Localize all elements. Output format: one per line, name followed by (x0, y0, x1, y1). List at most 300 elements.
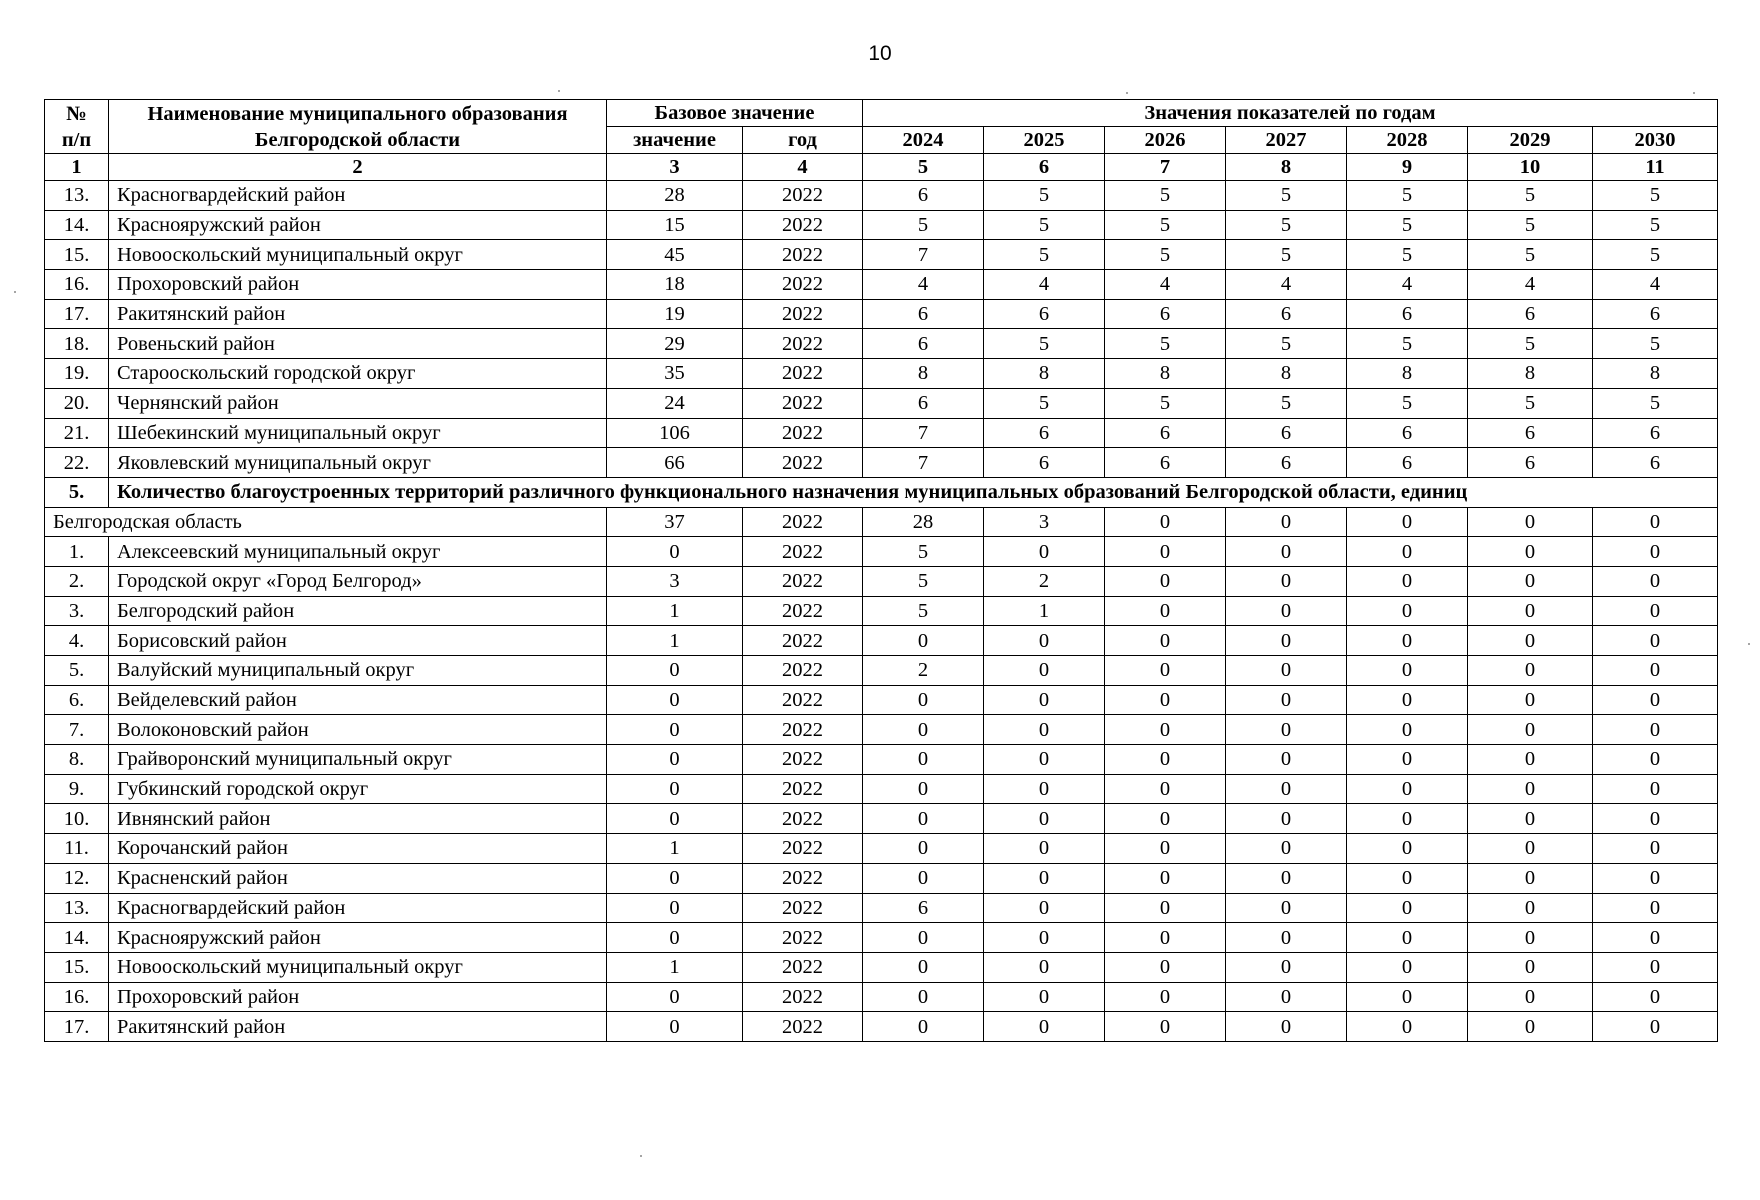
year-value-cell: 4 (1105, 270, 1226, 300)
year-value-cell: 0 (1593, 566, 1718, 596)
year-value-cell: 0 (1226, 626, 1347, 656)
year-value-cell: 0 (1226, 566, 1347, 596)
page-number: 10 (868, 42, 892, 65)
table-row (45, 299, 1718, 329)
year-value-cell: 0 (1226, 507, 1347, 537)
column-number-cell: 7 (1105, 154, 1226, 181)
year-value-cell: 0 (1347, 1012, 1468, 1042)
year-value-cell: 0 (1226, 863, 1347, 893)
base-value-cell: 28 (607, 181, 743, 211)
row-number-cell: 16. (45, 270, 109, 300)
base-year-cell: 2022 (743, 240, 863, 270)
year-value-cell: 0 (1593, 745, 1718, 775)
table-row (45, 240, 1718, 270)
base-year-cell: 2022 (743, 745, 863, 775)
scan-artifact (640, 1155, 642, 1157)
table-row (45, 359, 1718, 389)
municipality-name-cell: Губкинский городской округ (109, 774, 607, 804)
row-number-cell: 15. (45, 952, 109, 982)
header-year-2024: 2024 (863, 127, 984, 154)
table-row (45, 626, 1718, 656)
year-value-cell: 0 (1347, 923, 1468, 953)
year-value-cell: 0 (1105, 863, 1226, 893)
column-number-cell: 3 (607, 154, 743, 181)
year-value-cell: 0 (1347, 566, 1468, 596)
year-value-cell: 6 (863, 893, 984, 923)
scan-artifact (1126, 92, 1128, 94)
year-value-cell: 5 (1468, 181, 1593, 211)
column-number-row (45, 154, 1718, 181)
municipality-name-cell: Яковлевский муниципальный округ (109, 448, 607, 478)
year-value-cell: 5 (1105, 210, 1226, 240)
year-value-cell: 5 (1226, 181, 1347, 211)
base-year-cell: 2022 (743, 893, 863, 923)
year-value-cell: 0 (984, 715, 1105, 745)
year-value-cell: 0 (1105, 893, 1226, 923)
row-number-cell: 10. (45, 804, 109, 834)
scan-artifact (1748, 643, 1750, 645)
base-value-cell: 0 (607, 923, 743, 953)
year-value-cell: 6 (1347, 418, 1468, 448)
year-value-cell: 5 (863, 537, 984, 567)
year-value-cell: 0 (1468, 596, 1593, 626)
row-number-cell: 19. (45, 359, 109, 389)
year-value-cell: 5 (1468, 388, 1593, 418)
year-value-cell: 0 (984, 804, 1105, 834)
year-value-cell: 0 (1347, 715, 1468, 745)
year-value-cell: 5 (1593, 388, 1718, 418)
header-num-line1: № (66, 102, 87, 125)
year-value-cell: 28 (863, 507, 984, 537)
table-row (45, 982, 1718, 1012)
year-value-cell: 8 (1468, 359, 1593, 389)
base-value-cell: 35 (607, 359, 743, 389)
year-value-cell: 0 (1593, 715, 1718, 745)
municipality-name-cell: Ивнянский район (109, 804, 607, 834)
base-year-cell: 2022 (743, 359, 863, 389)
year-value-cell: 5 (1347, 210, 1468, 240)
year-value-cell: 0 (984, 1012, 1105, 1042)
column-number-cell: 9 (1347, 154, 1468, 181)
base-value-cell: 0 (607, 656, 743, 686)
base-year-cell: 2022 (743, 507, 863, 537)
municipality-name-cell: Валуйский муниципальный округ (109, 656, 607, 686)
year-value-cell: 0 (1347, 745, 1468, 775)
year-value-cell: 0 (1226, 952, 1347, 982)
year-value-cell: 2 (863, 656, 984, 686)
year-value-cell: 0 (1468, 982, 1593, 1012)
indicator-table (44, 99, 1718, 1042)
year-value-cell: 0 (1593, 685, 1718, 715)
year-value-cell: 6 (984, 418, 1105, 448)
year-value-cell: 5 (1105, 181, 1226, 211)
header-years-group: Значения показателей по годам (863, 100, 1718, 127)
year-value-cell: 0 (863, 982, 984, 1012)
base-value-cell: 24 (607, 388, 743, 418)
year-value-cell: 6 (1593, 418, 1718, 448)
base-year-cell: 2022 (743, 270, 863, 300)
year-value-cell: 0 (984, 537, 1105, 567)
year-value-cell: 0 (1105, 804, 1226, 834)
municipality-name-cell: Ракитянский район (109, 299, 607, 329)
table-row (45, 448, 1718, 478)
year-value-cell: 5 (1468, 210, 1593, 240)
base-year-cell: 2022 (743, 537, 863, 567)
row-number-cell: 9. (45, 774, 109, 804)
header-num-col (45, 100, 109, 154)
municipality-name-cell: Новооскольский муниципальный округ (109, 240, 607, 270)
year-value-cell: 6 (1593, 299, 1718, 329)
base-year-cell: 2022 (743, 566, 863, 596)
year-value-cell: 0 (1347, 656, 1468, 686)
base-year-cell: 2022 (743, 299, 863, 329)
year-value-cell: 5 (1593, 181, 1718, 211)
base-value-cell: 37 (607, 507, 743, 537)
year-value-cell: 0 (1468, 507, 1593, 537)
base-value-cell: 0 (607, 804, 743, 834)
municipality-name-cell: Белгородский район (109, 596, 607, 626)
row-number-cell: 1. (45, 537, 109, 567)
row-number-cell: 2. (45, 566, 109, 596)
year-value-cell: 5 (1105, 329, 1226, 359)
year-value-cell: 4 (1468, 270, 1593, 300)
year-value-cell: 0 (1593, 537, 1718, 567)
municipality-name-cell: Красногвардейский район (109, 893, 607, 923)
year-value-cell: 0 (984, 923, 1105, 953)
year-value-cell: 0 (1347, 596, 1468, 626)
header-year-2029: 2029 (1468, 127, 1593, 154)
column-number-cell: 4 (743, 154, 863, 181)
base-year-cell: 2022 (743, 774, 863, 804)
municipality-name-cell: Ракитянский район (109, 1012, 607, 1042)
year-value-cell: 7 (863, 418, 984, 448)
year-value-cell: 0 (1226, 834, 1347, 864)
column-number-cell: 8 (1226, 154, 1347, 181)
year-value-cell: 0 (1347, 685, 1468, 715)
year-value-cell: 4 (984, 270, 1105, 300)
year-value-cell: 0 (1226, 715, 1347, 745)
year-value-cell: 0 (1468, 774, 1593, 804)
municipality-name-cell: Красненский район (109, 863, 607, 893)
year-value-cell: 6 (1593, 448, 1718, 478)
scan-artifact (14, 291, 16, 293)
year-value-cell: 0 (984, 863, 1105, 893)
year-value-cell: 5 (1347, 240, 1468, 270)
year-value-cell: 0 (1347, 774, 1468, 804)
year-value-cell: 6 (1226, 418, 1347, 448)
base-value-cell: 0 (607, 982, 743, 1012)
base-year-cell: 2022 (743, 923, 863, 953)
row-number-cell: 13. (45, 181, 109, 211)
year-value-cell: 0 (984, 893, 1105, 923)
municipality-name-cell: Городской округ «Город Белгород» (109, 566, 607, 596)
year-value-cell: 0 (1468, 863, 1593, 893)
year-value-cell: 5 (1468, 329, 1593, 359)
table-row (45, 715, 1718, 745)
year-value-cell: 0 (1593, 507, 1718, 537)
column-number-cell: 11 (1593, 154, 1718, 181)
header-year-2028: 2028 (1347, 127, 1468, 154)
year-value-cell: 0 (1347, 804, 1468, 834)
base-year-cell: 2022 (743, 181, 863, 211)
year-value-cell: 0 (1226, 982, 1347, 1012)
column-number-cell: 2 (109, 154, 607, 181)
municipality-name-cell: Борисовский район (109, 626, 607, 656)
base-value-cell: 0 (607, 893, 743, 923)
row-number-cell: 18. (45, 329, 109, 359)
column-number-cell: 6 (984, 154, 1105, 181)
year-value-cell: 0 (984, 834, 1105, 864)
year-value-cell: 0 (1593, 982, 1718, 1012)
table-row (45, 952, 1718, 982)
year-value-cell: 5 (1105, 240, 1226, 270)
table-row (45, 745, 1718, 775)
row-number-cell: 15. (45, 240, 109, 270)
base-value-cell: 0 (607, 863, 743, 893)
header-name-col (109, 100, 607, 154)
header-row-1 (45, 100, 1718, 127)
region-total-row (45, 507, 1718, 537)
year-value-cell: 5 (1468, 240, 1593, 270)
row-number-cell: 12. (45, 863, 109, 893)
year-value-cell: 0 (1593, 596, 1718, 626)
municipality-name-cell: Ровеньский район (109, 329, 607, 359)
row-number-cell: 3. (45, 596, 109, 626)
year-value-cell: 5 (1593, 210, 1718, 240)
table-row (45, 537, 1718, 567)
base-year-cell: 2022 (743, 210, 863, 240)
year-value-cell: 0 (863, 745, 984, 775)
row-number-cell: 17. (45, 1012, 109, 1042)
table-row (45, 270, 1718, 300)
column-number-cell: 1 (45, 154, 109, 181)
row-number-cell: 6. (45, 685, 109, 715)
header-year-2025: 2025 (984, 127, 1105, 154)
base-value-cell: 66 (607, 448, 743, 478)
year-value-cell: 0 (1105, 923, 1226, 953)
year-value-cell: 5 (984, 181, 1105, 211)
year-value-cell: 0 (863, 685, 984, 715)
year-value-cell: 0 (1593, 834, 1718, 864)
table-row (45, 923, 1718, 953)
year-value-cell: 7 (863, 240, 984, 270)
year-value-cell: 5 (1347, 329, 1468, 359)
year-value-cell: 0 (1105, 566, 1226, 596)
base-value-cell: 0 (607, 774, 743, 804)
table-row (45, 893, 1718, 923)
municipality-name-cell: Старооскольский городской округ (109, 359, 607, 389)
year-value-cell: 6 (1468, 448, 1593, 478)
year-value-cell: 0 (863, 804, 984, 834)
municipality-name-cell: Красногвардейский район (109, 181, 607, 211)
year-value-cell: 8 (1226, 359, 1347, 389)
year-value-cell: 4 (1347, 270, 1468, 300)
row-number-cell: 11. (45, 834, 109, 864)
year-value-cell: 0 (1593, 952, 1718, 982)
year-value-cell: 0 (1468, 626, 1593, 656)
municipality-name-cell: Краснояружский район (109, 923, 607, 953)
year-value-cell: 5 (1226, 210, 1347, 240)
year-value-cell: 0 (1468, 685, 1593, 715)
header-year-2030: 2030 (1593, 127, 1718, 154)
year-value-cell: 0 (1105, 745, 1226, 775)
table-row (45, 181, 1718, 211)
year-value-cell: 0 (1593, 804, 1718, 834)
base-value-cell: 0 (607, 715, 743, 745)
municipality-name-cell: Прохоровский район (109, 270, 607, 300)
municipality-name-cell: Волоконовский район (109, 715, 607, 745)
base-year-cell: 2022 (743, 448, 863, 478)
year-value-cell: 0 (1347, 834, 1468, 864)
year-value-cell: 0 (984, 774, 1105, 804)
base-value-cell: 1 (607, 596, 743, 626)
base-year-cell: 2022 (743, 329, 863, 359)
year-value-cell: 0 (1468, 745, 1593, 775)
base-value-cell: 19 (607, 299, 743, 329)
year-value-cell: 5 (1593, 240, 1718, 270)
year-value-cell: 0 (1105, 596, 1226, 626)
year-value-cell: 5 (1347, 181, 1468, 211)
row-number-cell: 20. (45, 388, 109, 418)
year-value-cell: 6 (1105, 418, 1226, 448)
year-value-cell: 8 (984, 359, 1105, 389)
year-value-cell: 6 (863, 388, 984, 418)
base-year-cell: 2022 (743, 715, 863, 745)
municipality-name-cell: Алексеевский муниципальный округ (109, 537, 607, 567)
year-value-cell: 0 (1347, 507, 1468, 537)
header-name-line2: Белгородской области (254, 128, 461, 151)
year-value-cell: 6 (1468, 418, 1593, 448)
base-value-cell: 1 (607, 952, 743, 982)
year-value-cell: 5 (863, 566, 984, 596)
year-value-cell: 0 (1468, 566, 1593, 596)
year-value-cell: 4 (863, 270, 984, 300)
year-value-cell: 6 (1347, 299, 1468, 329)
row-number-cell: 13. (45, 893, 109, 923)
year-value-cell: 0 (1347, 893, 1468, 923)
year-value-cell: 5 (984, 210, 1105, 240)
year-value-cell: 5 (984, 329, 1105, 359)
base-value-cell: 0 (607, 1012, 743, 1042)
base-year-cell: 2022 (743, 982, 863, 1012)
year-value-cell: 5 (1226, 388, 1347, 418)
year-value-cell: 0 (984, 745, 1105, 775)
header-year-2027: 2027 (1226, 127, 1347, 154)
year-value-cell: 5 (1226, 240, 1347, 270)
base-year-cell: 2022 (743, 388, 863, 418)
year-value-cell: 0 (863, 952, 984, 982)
year-value-cell: 0 (1105, 507, 1226, 537)
year-value-cell: 0 (1226, 774, 1347, 804)
year-value-cell: 0 (1468, 804, 1593, 834)
year-value-cell: 0 (1468, 656, 1593, 686)
base-value-cell: 15 (607, 210, 743, 240)
year-value-cell: 7 (863, 448, 984, 478)
year-value-cell: 0 (1593, 893, 1718, 923)
table-row (45, 596, 1718, 626)
municipality-name-cell: Шебекинский муниципальный округ (109, 418, 607, 448)
base-year-cell: 2022 (743, 952, 863, 982)
municipality-name-cell: Чернянский район (109, 388, 607, 418)
year-value-cell: 0 (1468, 893, 1593, 923)
table-row (45, 774, 1718, 804)
base-value-cell: 1 (607, 626, 743, 656)
year-value-cell: 0 (1468, 923, 1593, 953)
header-year-2026: 2026 (1105, 127, 1226, 154)
base-year-cell: 2022 (743, 656, 863, 686)
municipality-name-cell: Грайворонский муниципальный округ (109, 745, 607, 775)
year-value-cell: 1 (984, 596, 1105, 626)
year-value-cell: 0 (984, 982, 1105, 1012)
base-value-cell: 1 (607, 834, 743, 864)
year-value-cell: 0 (1347, 537, 1468, 567)
year-value-cell: 0 (863, 626, 984, 656)
year-value-cell: 0 (1226, 1012, 1347, 1042)
year-value-cell: 5 (863, 596, 984, 626)
year-value-cell: 0 (984, 656, 1105, 686)
year-value-cell: 0 (1105, 715, 1226, 745)
year-value-cell: 0 (1105, 774, 1226, 804)
table-row (45, 834, 1718, 864)
table-row (45, 804, 1718, 834)
year-value-cell: 0 (1105, 626, 1226, 656)
year-value-cell: 0 (1468, 537, 1593, 567)
base-value-cell: 106 (607, 418, 743, 448)
table-row (45, 329, 1718, 359)
year-value-cell: 0 (863, 1012, 984, 1042)
year-value-cell: 6 (1468, 299, 1593, 329)
row-number-cell: 21. (45, 418, 109, 448)
section-row (45, 477, 1718, 507)
year-value-cell: 5 (1105, 388, 1226, 418)
year-value-cell: 0 (984, 685, 1105, 715)
year-value-cell: 8 (1105, 359, 1226, 389)
scan-artifact (558, 90, 560, 92)
year-value-cell: 0 (863, 923, 984, 953)
year-value-cell: 0 (1226, 656, 1347, 686)
year-value-cell: 6 (984, 299, 1105, 329)
year-value-cell: 0 (1347, 626, 1468, 656)
year-value-cell: 0 (1593, 626, 1718, 656)
year-value-cell: 8 (1347, 359, 1468, 389)
row-number-cell: 16. (45, 982, 109, 1012)
year-value-cell: 5 (1226, 329, 1347, 359)
section-number: 5. (45, 477, 109, 507)
year-value-cell: 0 (1347, 982, 1468, 1012)
base-year-cell: 2022 (743, 418, 863, 448)
year-value-cell: 0 (863, 774, 984, 804)
base-year-cell: 2022 (743, 834, 863, 864)
base-year-cell: 2022 (743, 804, 863, 834)
year-value-cell: 3 (984, 507, 1105, 537)
year-value-cell: 0 (863, 834, 984, 864)
scan-artifact (1693, 92, 1695, 94)
municipality-name-cell: Прохоровский район (109, 982, 607, 1012)
year-value-cell: 0 (1105, 537, 1226, 567)
base-year-cell: 2022 (743, 596, 863, 626)
year-value-cell: 0 (1226, 596, 1347, 626)
year-value-cell: 0 (1105, 834, 1226, 864)
year-value-cell: 0 (1105, 982, 1226, 1012)
header-base-value: значение (607, 127, 743, 154)
year-value-cell: 6 (863, 299, 984, 329)
municipality-name-cell: Новооскольский муниципальный округ (109, 952, 607, 982)
year-value-cell: 0 (1347, 863, 1468, 893)
row-number-cell: 5. (45, 656, 109, 686)
year-value-cell: 6 (863, 181, 984, 211)
year-value-cell: 4 (1593, 270, 1718, 300)
year-value-cell: 6 (1347, 448, 1468, 478)
